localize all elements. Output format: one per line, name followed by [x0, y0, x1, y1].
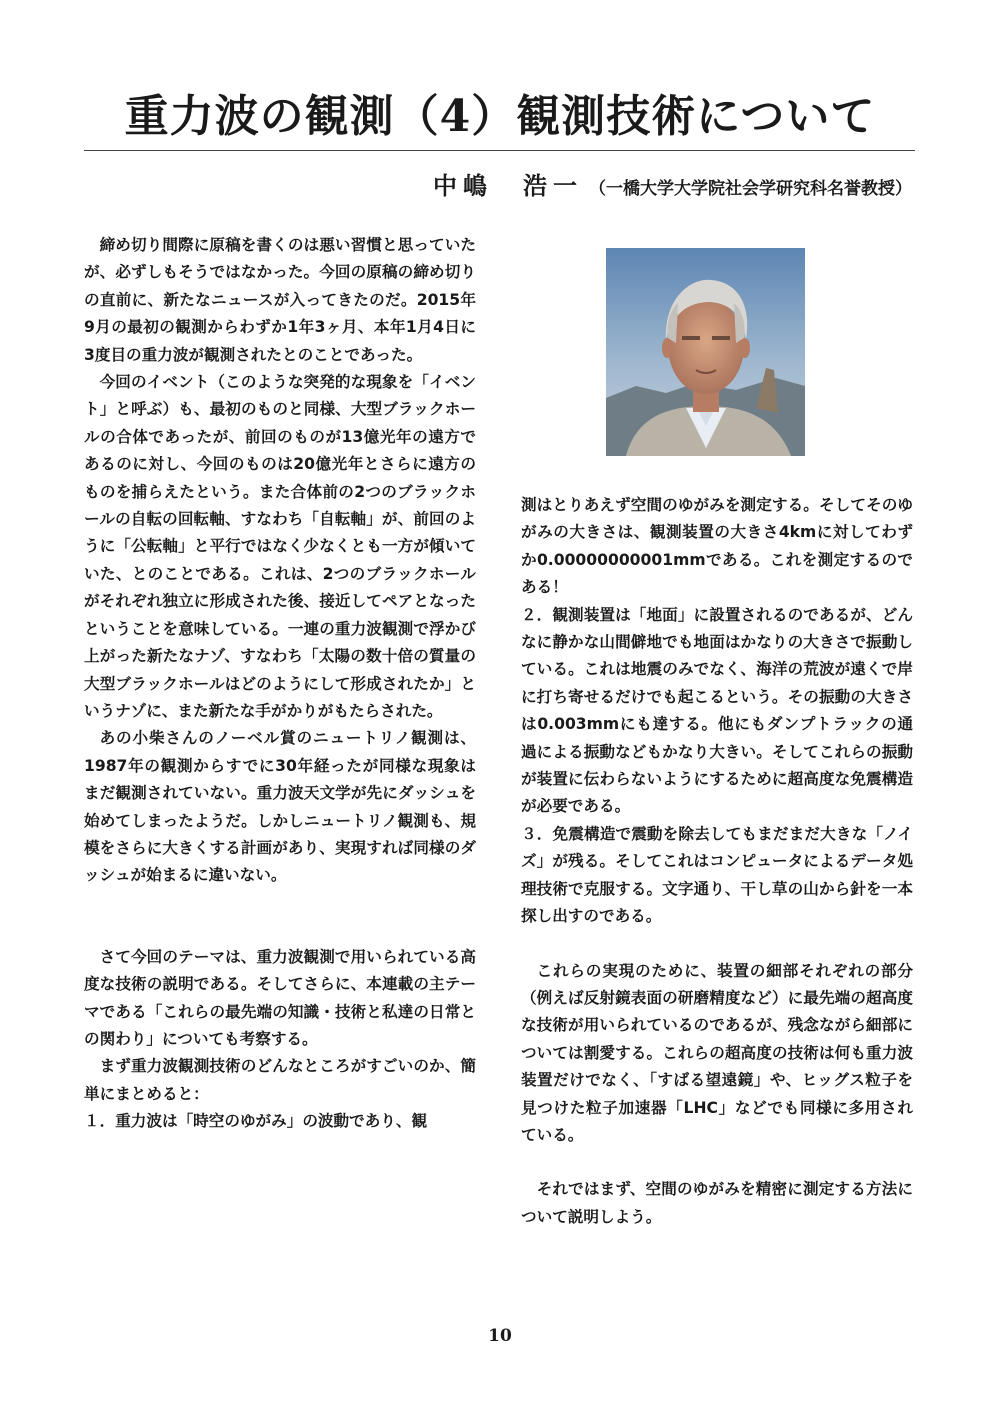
paragraph: 今回のイベント（このような突発的な現象を「イベント」と呼ぶ）も、最初のものと同様、大型ブラックホールの合体であったが、前回のものが13億光年の遠方であるのに対し、今回のものは20億光年とさらに遠方のものを捕らえたという。また合体前の2つのブラックホールの自転の回転軸、すなわち「自転軸」が、前回のように「公転軸」と平行ではなく少なくとも一方が傾いていた、とのことである。これは、2つのブラックホールがそれぞれ独立に形成された後、接近してペアとなったということを意味している。一連の重力波観測で浮かび上がった新たなナゾ、すなわち「太陽の数十倍の質量の大型ブラックホールはどのようにして形成されたか」というナゾに、また新たな手がかりがもたらされた。 [84, 373, 476, 720]
author-affiliation: （一橋大学大学院社会学研究科名誉教授） [589, 179, 912, 199]
author-photo [606, 248, 805, 456]
paragraph: まず重力波観測技術のどんなところがすごいのか、簡単にまとめると： [84, 1057, 476, 1103]
title-divider [84, 150, 915, 151]
paragraph: １．重力波は「時空のゆがみ」の波動であり、観 [84, 1112, 428, 1131]
paragraph: あの小柴さんのノーベル賞のニュートリノ観測は、1987年の観測からすでに30年経ったが同様な現象はまだ観測されていない。重力波天文学が先にダッシュを始めてしまったようだ。しかしニュートリノ観測も、規模をさらに大きくする計画があり、実現すれば同様のダッシュが始まるに違いない。 [84, 729, 476, 885]
paragraph: それではまず、空間のゆがみを精密に測定する方法について説明しよう。 [521, 1180, 913, 1226]
paragraph: 締め切り間際に原稿を書くのは悪い習慣と思っていたが、必ずしもそうではなかった。今回の原稿の締め切りの直前に、新たなニュースが入ってきたのだ。2015年9月の最初の観測からわずか1年3ヶ月、本年1月4日に3度目の重力波が観測されたとのことであった。 [84, 236, 476, 364]
left-column [84, 232, 476, 1136]
byline [433, 166, 912, 201]
article-title: 重力波の観測（4）観測技術について [124, 91, 876, 142]
paragraph-spacer [84, 917, 476, 944]
author-name: 中嶋 浩一 [433, 171, 583, 200]
right-column [521, 492, 913, 1231]
author-portrait-image [606, 248, 805, 456]
paragraph: さて今回のテーマは、重力波観測で用いられている高度な技術の説明である。そしてさらに、本連載の主テーマである「これらの最先端の知識・技術と私達の日常との関わり」についても考察する。 [84, 947, 476, 1048]
paragraph-spacer [84, 890, 476, 917]
paragraph-spacer [521, 931, 913, 958]
paragraph: これらの実現のために、装置の細部それぞれの部分（例えば反射鏡表面の研磨精度など）に最先端の超高度な技術が用いられているのであるが、残念ながら細部については割愛する。これらの超高度の技術は何も重力波装置だけでなく、「すばる望遠鏡」や、ヒッグス粒子を見つけた粒子加速器「LHC」などでも同様に多用されている。 [521, 961, 913, 1144]
paragraph: ３．免震構造で震動を除去してもまだまだ大きな「ノイズ」が残る。そしてこれはコンピュータによるデータ処理技術で克服する。文字通り、干し草の山から針を一本探し出すのである。 [521, 824, 913, 926]
paragraph: ２．観測装置は「地面」に設置されるのであるが、どんなに静かな山間僻地でも地面はかなりの大きさで振動している。これは地震のみでなく、海洋の荒波が遠くで岸に打ち寄せるだけでも起こるという。その振動の大きさは0.003mmにも達する。他にもダンプトラックの通過による振動などもかなり大きい。そしてこれらの振動が装置に伝わらないようにするために超高度な免震構造が必要である。 [521, 605, 913, 816]
paragraph: 測はとりあえず空間のゆがみを測定する。そしてそのゆがみの大きさは、観測装置の大きさ4kmに対してわずか0.00000000001mmである。これを測定するのである！ [521, 496, 913, 597]
page-number: 10 [488, 1326, 512, 1346]
paragraph-spacer [521, 1149, 913, 1176]
